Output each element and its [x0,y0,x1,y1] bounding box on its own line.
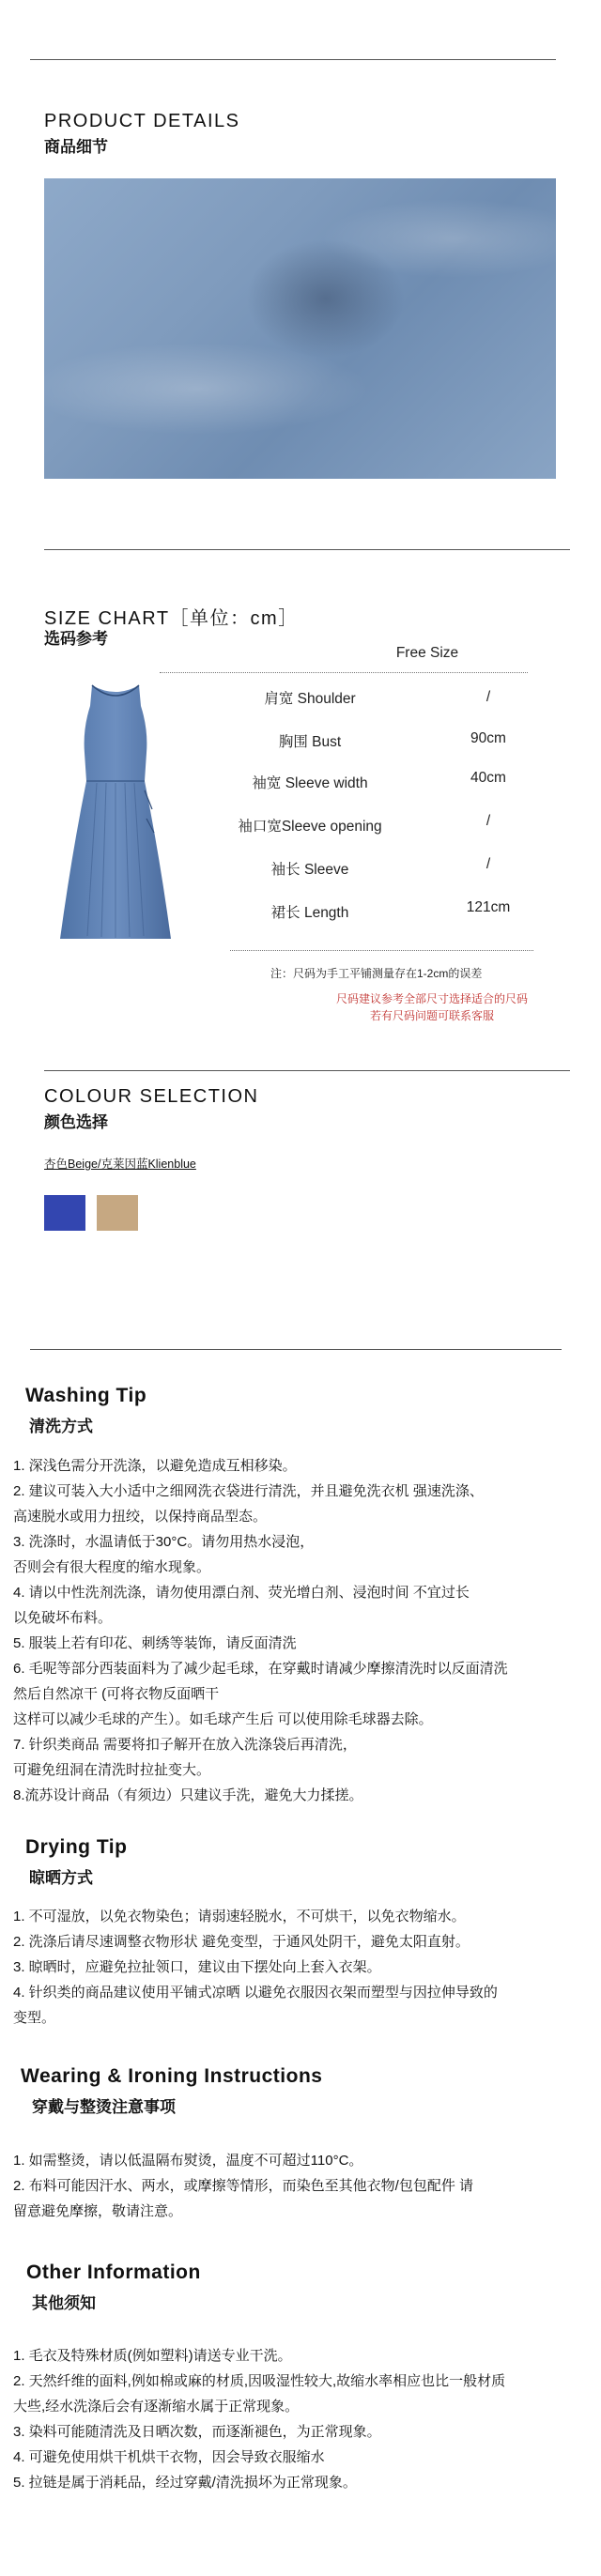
divider [44,1070,570,1071]
ironing-instructions [13,2148,586,2224]
instruction-line: 1. 如需整烫，请以低温隔布熨烫，温度不可超过110°C。 [13,2153,363,2169]
size-row-label: 胸围 Bust [278,734,342,750]
instruction-line: 5. 拉链是属于消耗品，经过穿戴/清洗损坏为正常现象。 [13,2475,357,2491]
colour-swatch-klein-blue[interactable] [44,1195,85,1231]
colour-swatch-beige[interactable] [97,1195,138,1231]
size-row-label: 袖长 Sleeve [270,862,349,878]
instruction-line: 3. 染料可能随清洗及日晒次数，而逐渐褪色，为正常现象。 [13,2424,381,2440]
table-divider [160,672,528,673]
size-row-value: 90cm [470,730,506,746]
instruction-line: 以免破坏布料。 [13,1610,113,1626]
size-row-label: 袖口宽Sleeve opening [238,819,382,835]
instruction-line: 1. 不可湿放，以免衣物染色；请弱速轻脱水，不可烘干，以免衣物缩水。 [13,1909,466,1924]
instruction-line: 3. 晾晒时，应避免拉扯领口，建议由下摆处向上套入衣架。 [13,1959,381,1975]
instruction-line: 然后自然凉干 (可将衣物反面晒干 [13,1686,220,1702]
instruction-line: 7. 针织类商品 需要将扣子解开在放入洗涤袋后再清洗， [13,1737,357,1753]
dress-image [54,678,177,950]
section-subtitle-size-chart: 选码参考 [44,630,108,648]
instruction-line: 8.流苏设计商品（有须边）只建议手洗，避免大力揉搓。 [13,1787,363,1803]
section-subtitle-colour: 颜色选择 [44,1113,108,1131]
other-instructions [13,2343,586,2495]
instruction-line: 这样可以减少毛球的产生）。如毛球产生后 可以使用除毛球器去除。 [13,1711,433,1727]
section-title-product-details: PRODUCT DETAILS [44,111,240,131]
drying-instructions [13,1904,586,2031]
size-row-value: / [485,813,491,829]
instruction-line: 可避免纽洞在清洗时拉扯变大。 [13,1762,211,1778]
section-title-colour: COLOUR SELECTION [44,1086,259,1107]
size-note: 注：尺码为手工平铺测量存在1-2cm的误差 [270,967,483,980]
washing-instructions [13,1453,586,1808]
size-row-value: 121cm [466,899,511,915]
instruction-line: 变型。 [13,2010,56,2026]
section-title-washing: Washing Tip [25,1385,147,1406]
size-advice-line1: 尺码建议参考全部尺寸选择适合的尺码 [335,992,528,1005]
instruction-line: 5. 服装上若有印花、刺绣等装饰，请反面清洗 [13,1635,297,1651]
section-subtitle-washing: 清洗方式 [29,1418,93,1435]
instruction-line: 3. 洗涤时，水温请低于30°C。请勿用热水浸泡， [13,1534,315,1550]
colour-caption: 杏色Beige/克莱因蓝Klienblue [44,1158,196,1171]
size-row-label: 肩宽 Shoulder [264,691,356,707]
instruction-line: 大些,经水洗涤后会有逐渐缩水属于正常现象。 [13,2399,300,2415]
size-column-header: Free Size [395,645,459,661]
section-subtitle-product-details: 商品细节 [44,138,108,156]
section-title-size-chart: SIZE CHART［单位：cm］ [44,608,299,629]
size-row-label: 袖宽 Sleeve width [252,775,368,791]
section-title-drying: Drying Tip [25,1836,128,1858]
fabric-detail-image [44,178,556,479]
divider [30,1349,562,1350]
size-advice-line2: 若有尺码问题可联系客服 [369,1009,494,1022]
instruction-line: 2. 天然纤维的面料,例如棉或麻的材质,因吸湿性较大,故缩水率相应也比一般材质 [13,2373,506,2389]
section-subtitle-other: 其他须知 [32,2294,96,2312]
divider [44,549,570,550]
section-title-other: Other Information [26,2262,201,2283]
instruction-line: 6. 毛呢等部分西装面料为了减少起毛球，在穿戴时请减少摩擦清洗时以反面清洗 [13,1661,508,1677]
instruction-line: 留意避免摩擦，敬请注意。 [13,2203,183,2219]
section-title-ironing: Wearing & Ironing Instructions [21,2065,323,2087]
size-row-value: / [485,689,491,705]
instruction-line: 2. 布料可能因汗水、两水，或摩擦等情形，而染色至其他衣物/包包配件 请 [13,2178,474,2194]
instruction-line: 2. 建议可装入大小适中之细网洗衣袋进行清洗，并且避免洗衣机 强速洗涤、 [13,1483,484,1499]
instruction-line: 高速脱水或用力扭绞，以保持商品型态。 [13,1509,268,1525]
instruction-line: 否则会有很大程度的缩水现象。 [13,1559,211,1575]
table-divider [230,950,533,951]
instruction-line: 1. 毛衣及特殊材质(例如塑料)请送专业干洗。 [13,2348,292,2364]
section-subtitle-ironing: 穿戴与整烫注意事项 [32,2098,176,2116]
instruction-line: 4. 可避免使用烘干机烘干衣物，因会导致衣服缩水 [13,2449,325,2465]
instruction-line: 2. 洗涤后请尽速调整衣物形状 避免变型，于通风处阴干，避免太阳直射。 [13,1934,470,1950]
divider [30,59,556,60]
section-subtitle-drying: 晾晒方式 [29,1869,93,1887]
size-row-label: 裙长 Length [270,905,349,921]
size-row-value: / [485,856,491,872]
instruction-line: 4. 针织类的商品建议使用平铺式凉晒 以避免衣服因衣架而塑型与因拉伸导致的 [13,1985,498,2001]
instruction-line: 1. 深浅色需分开洗涤，以避免造成互相移染。 [13,1458,297,1474]
size-row-value: 40cm [470,770,506,786]
instruction-line: 4. 请以中性洗剂洗涤，请勿使用漂白剂、荧光增白剂、浸泡时间 不宜过长 [13,1585,470,1601]
